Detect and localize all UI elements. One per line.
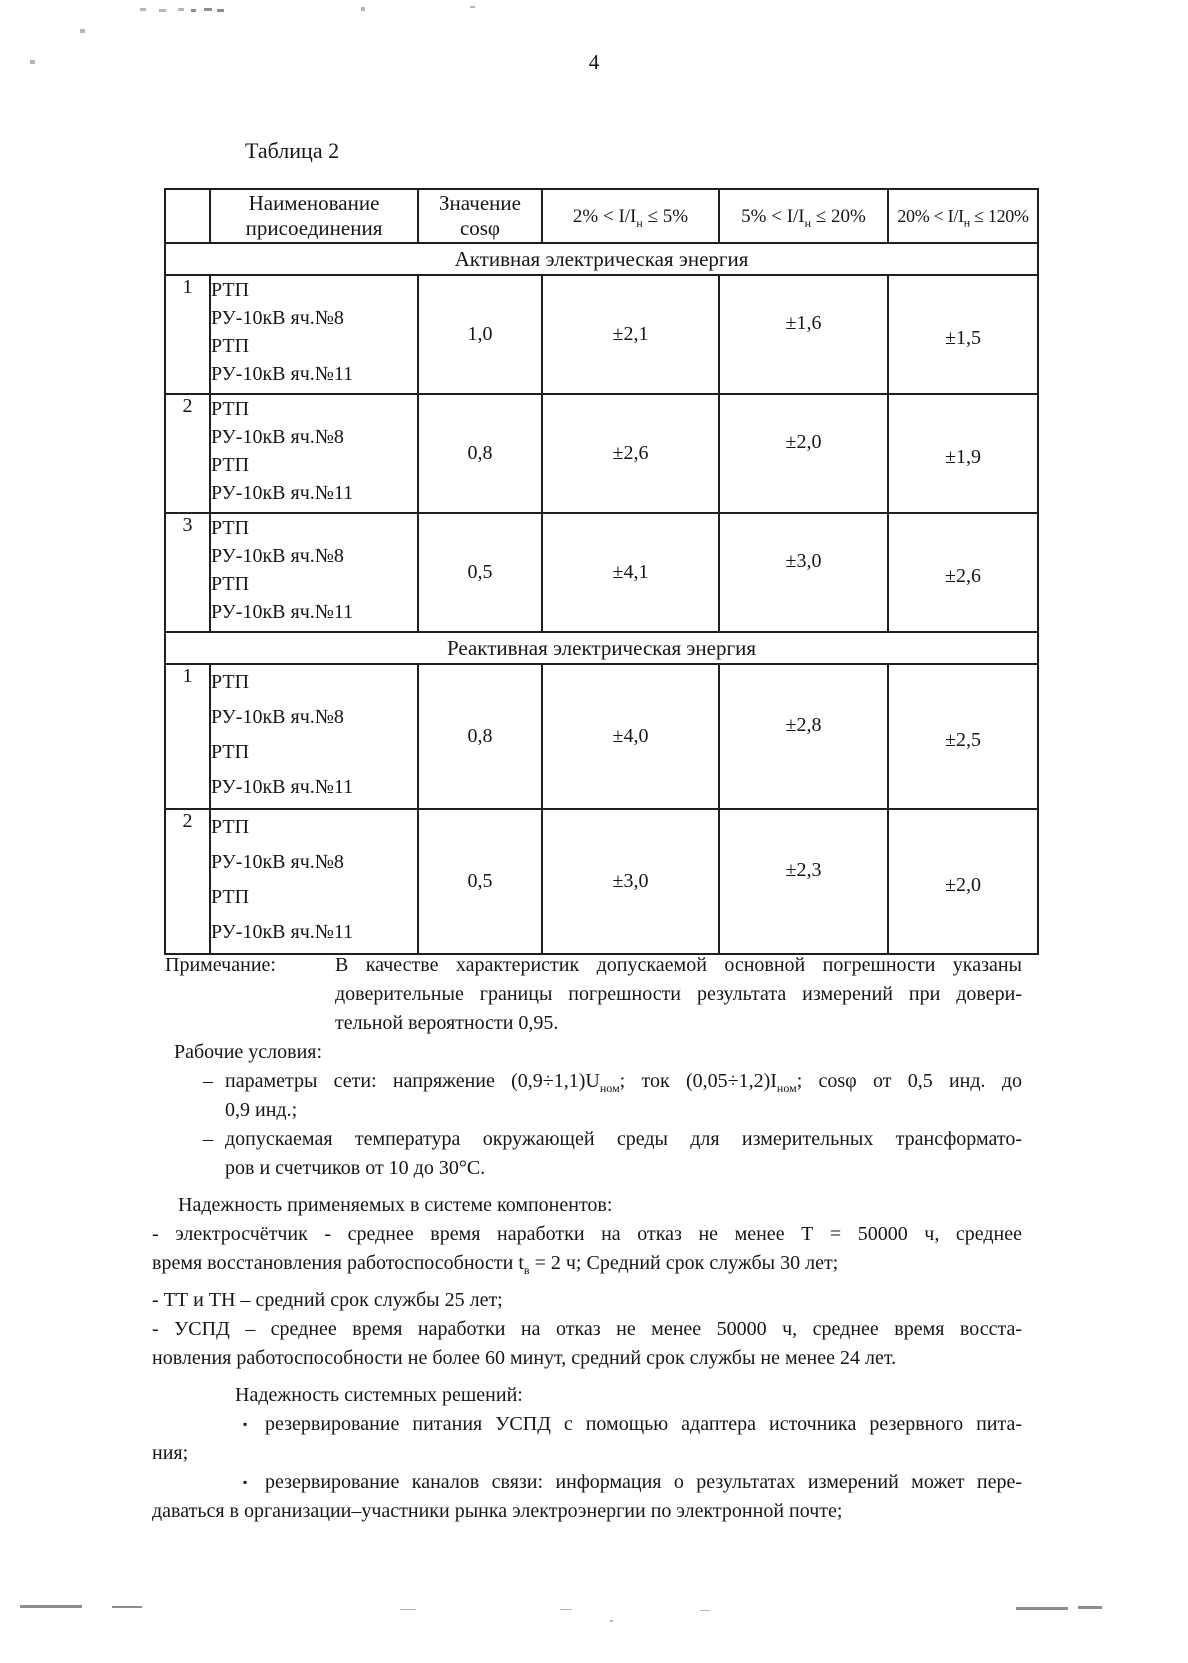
column-header-number (165, 189, 210, 243)
text-line (335, 1009, 1022, 1038)
cos-phi-value: 0,5 (418, 809, 542, 954)
error-value: ±2,6 (888, 513, 1038, 632)
connection-name-line: РУ-10кВ яч.№8 (211, 706, 344, 728)
text-line-content: - УСПД – среднее время наработки на отказ не менее 50000 ч, среднее время восста- (152, 1318, 1022, 1340)
connection-name-line: РУ-10кВ яч.№11 (211, 363, 354, 385)
scan-artifact (140, 8, 146, 11)
connection-name (210, 513, 418, 632)
text-line (152, 1468, 1022, 1497)
table-row (165, 809, 1038, 954)
row-number: 2 (165, 809, 210, 954)
table-row (165, 664, 1038, 809)
text-line (335, 980, 1022, 1009)
table-header-row (165, 189, 1038, 243)
section-band-row (165, 632, 1038, 664)
scan-artifact (20, 1605, 82, 1608)
scan-artifact (700, 1610, 710, 1611)
column-header-range-3: $20\% < I/I_н \le 120\%$ (888, 189, 1038, 243)
text-line-content: - ТТ и ТН – средний срок службы 25 лет; (152, 1289, 503, 1311)
text-line-content: параметры сети: напряжение $(0,9\div 1,1)U_{ном}$; ток $(0,05\div 1,2)I_{ном}$; cosφ от 0,5 инд. до (225, 1070, 1022, 1095)
section-band-row (165, 243, 1038, 275)
error-value: ±4,0 (542, 664, 719, 809)
scan-artifact (610, 1620, 613, 1622)
text-line-content: В качестве характеристик допускаемой основной погрешности указаны (335, 954, 1022, 976)
text-line (203, 1067, 1022, 1096)
connection-name-line: РУ-10кВ яч.№8 (211, 426, 344, 448)
text-line-content: 0,9 инд.; (225, 1099, 298, 1121)
text-block (152, 1410, 1022, 1468)
connection-name-line: РТП (211, 279, 250, 301)
text-line (335, 951, 1022, 980)
text-block (152, 1468, 1022, 1526)
error-value: ±1,9 (888, 394, 1038, 513)
row-number: 2 (165, 394, 210, 513)
note-label: Примечание: (165, 954, 276, 976)
text-block (152, 1220, 1022, 1278)
error-value: ±2,6 (542, 394, 719, 513)
connection-name-line: РУ-10кВ яч.№11 (211, 482, 354, 504)
text-line-content: доверительные границы погрешности результата измерений при довери- (335, 983, 1022, 1005)
text-line-content: резервирование питания УСПД с помощью адаптера источника резервного пита- (265, 1413, 1022, 1435)
text-line (152, 1315, 1022, 1344)
connection-name-line: РТП (211, 671, 250, 693)
connection-name (210, 275, 418, 394)
connection-name-line: РТП (211, 398, 250, 420)
text-line-content: ров и счетчиков от 10 до 30°С. (225, 1157, 486, 1179)
section-title: Активная электрическая энергия (165, 243, 1038, 275)
cos-phi-value: 1,0 (418, 275, 542, 394)
scan-artifact (112, 1606, 142, 1608)
scan-artifact (217, 9, 224, 12)
table-row (165, 513, 1038, 632)
text-line-content: Надежность применяемых в системе компонентов: (178, 1194, 613, 1216)
text-block (152, 1125, 1022, 1183)
scan-artifact (204, 8, 212, 11)
text-line (152, 1220, 1022, 1249)
text-block (152, 1191, 1022, 1220)
column-header-range-1: $2\% < I/I_н \le 5\%$ (542, 189, 719, 243)
error-value: ±2,5 (888, 664, 1038, 809)
text-line-content: резервирование каналов связи: информация о результатах измерений может пере- (265, 1471, 1022, 1493)
dash-bullet-icon: – (203, 1128, 213, 1150)
text-line (152, 1381, 1022, 1410)
scan-artifact (178, 8, 184, 11)
text-line (225, 1154, 1022, 1183)
connection-name (210, 664, 418, 809)
text-line (152, 1249, 1022, 1278)
text-line (152, 1439, 1022, 1468)
connection-name-line: РТП (211, 816, 250, 838)
error-value: ±2,0 (719, 394, 888, 513)
table-row (165, 275, 1038, 394)
scan-artifact (560, 1609, 572, 1610)
connection-name-line: РТП (211, 335, 250, 357)
connection-name-line: РТП (211, 886, 250, 908)
text-line (152, 1344, 1022, 1373)
text-line (152, 1191, 1022, 1220)
text-line (152, 1410, 1022, 1439)
connection-name-line: РТП (211, 573, 250, 595)
column-header-range-2: $5\% < I/I_н \le 20\%$ (719, 189, 888, 243)
column-header-connection-name: Наименование присоединения (210, 189, 418, 243)
cos-phi-value: 0,8 (418, 664, 542, 809)
text-line (152, 1497, 1022, 1526)
error-value: ±1,6 (719, 275, 888, 394)
error-value: ±3,0 (542, 809, 719, 954)
row-number: 3 (165, 513, 210, 632)
connection-name (210, 809, 418, 954)
connection-name-line: РУ-10кВ яч.№8 (211, 851, 344, 873)
connection-name-line: РТП (211, 517, 250, 539)
row-number: 1 (165, 664, 210, 809)
text-line (152, 1038, 1022, 1067)
error-value: ±2,1 (542, 275, 719, 394)
connection-name-line: РУ-10кВ яч.№8 (211, 545, 344, 567)
text-line (225, 1096, 1022, 1125)
text-line-content: - электросчётчик - среднее время наработки на отказ не менее Т = 50000 ч, среднее (152, 1223, 1022, 1245)
cos-phi-value: 0,8 (418, 394, 542, 513)
text-line-content: Рабочие условия: (174, 1041, 323, 1063)
scan-artifact (191, 9, 196, 12)
row-number: 1 (165, 275, 210, 394)
text-line (203, 1125, 1022, 1154)
error-value: ±1,5 (888, 275, 1038, 394)
error-value: ±2,3 (719, 809, 888, 954)
table-body (165, 243, 1038, 954)
error-value: ±2,8 (719, 664, 888, 809)
text-block (152, 951, 1022, 1038)
text-line-content: ния; (152, 1442, 189, 1464)
column-header-cos-phi: Значение cosφ (418, 189, 542, 243)
connection-name-line: РТП (211, 454, 250, 476)
text-line-content: Надежность системных решений: (235, 1384, 523, 1406)
table-row (165, 394, 1038, 513)
error-value: ±4,1 (542, 513, 719, 632)
scan-artifact (470, 6, 475, 8)
scan-artifact (1078, 1606, 1102, 1609)
connection-name-line: РТП (211, 741, 250, 763)
square-bullet-icon: ▪ (243, 1475, 248, 1489)
measurement-error-table (164, 188, 1039, 955)
text-line-content: даваться в организации–участники рынка электроэнергии по электронной почте; (152, 1500, 843, 1522)
connection-name-line: РУ-10кВ яч.№11 (211, 601, 354, 623)
scan-artifact (1016, 1607, 1068, 1610)
text-line-content: допускаемая температура окружающей среды для измерительных трансформато- (225, 1128, 1022, 1150)
text-line-content: тельной вероятности 0,95. (335, 1012, 559, 1034)
text-block (152, 1067, 1022, 1125)
text-line-content: новления работоспособности не более 60 минут, средний срок службы не менее 24 лет. (152, 1347, 897, 1369)
notes (152, 951, 1022, 1526)
connection-name-line: РУ-10кВ яч.№11 (211, 921, 354, 943)
text-block (152, 1286, 1022, 1315)
text-line-content: время восстановления работоспособности $t_в = 2$ ч; Средний срок службы 30 лет; (152, 1252, 839, 1277)
page-number: 4 (588, 50, 600, 74)
scan-artifact (400, 1609, 416, 1610)
error-value: ±3,0 (719, 513, 888, 632)
text-block (152, 1381, 1022, 1410)
dash-bullet-icon: – (203, 1070, 213, 1092)
text-line (152, 1286, 1022, 1315)
scan-artifact (80, 29, 85, 33)
table-caption: Таблица 2 (245, 138, 340, 163)
error-value: ±2,0 (888, 809, 1038, 954)
section-title: Реактивная электрическая энергия (165, 632, 1038, 664)
scan-artifact (361, 7, 365, 11)
text-block (152, 1038, 1022, 1067)
scan-artifact (159, 9, 166, 12)
connection-name-line: РУ-10кВ яч.№8 (211, 307, 344, 329)
connection-name (210, 394, 418, 513)
square-bullet-icon: ▪ (243, 1417, 248, 1431)
cos-phi-value: 0,5 (418, 513, 542, 632)
connection-name-line: РУ-10кВ яч.№11 (211, 776, 354, 798)
text-block (152, 1315, 1022, 1373)
